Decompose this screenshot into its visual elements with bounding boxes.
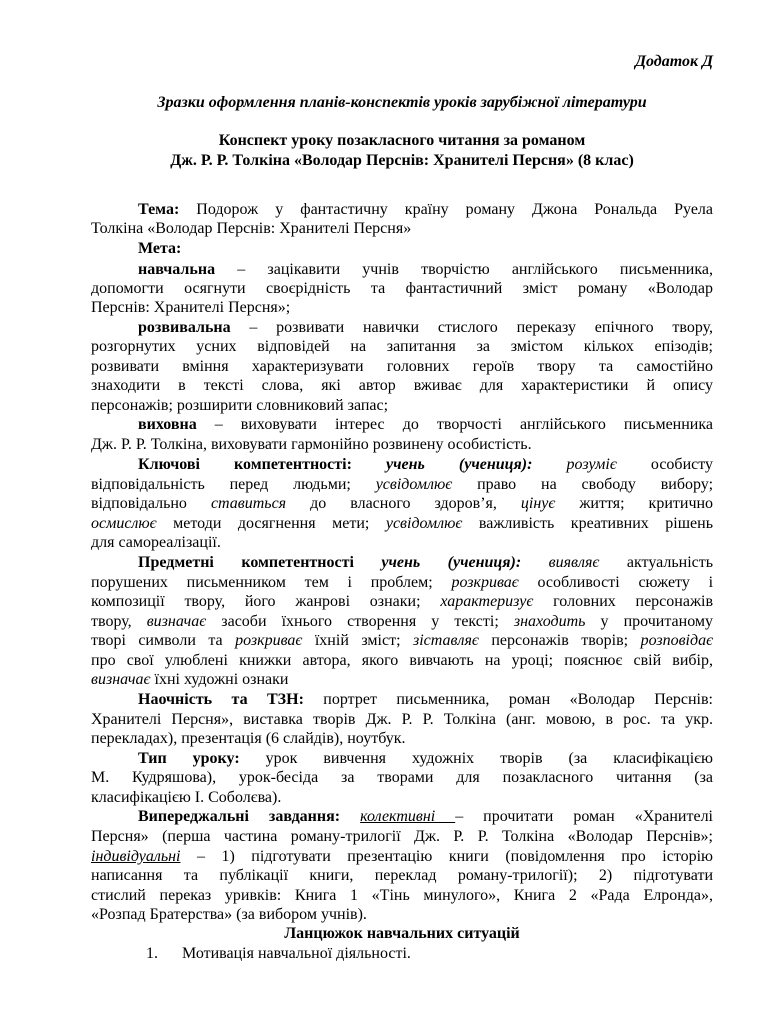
key-competences-line4: осмислює методи досягнення мети; усвідомлює важливість креативних рішень [91,515,714,532]
developmental-goal-line3: розвивати вміння характеризувати головних героїв твору та самостійно [91,358,713,375]
advance-tasks-line3: індивідуальні – 1) підготувати презентацію книги (повідомлення про історію [91,848,713,865]
subject-competences-line1: Предметні компетентності учень (учениця): виявляє актуальність [138,554,714,571]
topic-line1: Тема: Подорож у фантастичну країну роману Джона Рональда Руела [138,201,714,218]
visual-aids-line2: Хранителі Персня», виставка творів Дж. Р. Р. Толкіна (анг. мовою, в рос. та укр. [91,711,713,728]
advance-tasks-line2: Персня» (перша частина роману-трилогії Дж. Р. Р. Толкіна «Володар Перснів»; [91,828,713,845]
list-item-number: 1. [146,945,158,962]
developmental-goal-line5: персонажів; розширити словниковий запас; [91,397,389,414]
advance-tasks-line1: Випереджальні завдання: колективні – прочитати роман «Хранителі [138,808,713,825]
subject-competences-line3: композиції твору, його жанрові ознаки; характеризує головних персонажів [91,593,714,610]
subject-competences-line5: творі символи та розкриває їхній зміст; зіставляє персонажів творів; розповідає [91,632,714,649]
advance-tasks-line6: «Розпад Братерства» (за вибором учнів). [91,906,367,923]
list-item-text: Мотивація навчальної діяльності. [182,945,411,962]
key-competences-line2: відповідальність перед людьми; усвідомлює право на свободу вибору; [91,476,714,493]
subject-competences-line2: порушених письменником тем і проблем; розкриває особливості сюжету і [91,574,714,591]
lesson-type-line1: Тип уроку: урок вивчення художніх творів (за класифікацією [138,750,714,767]
lesson-heading-line2: Дж. Р. Р. Толкіна «Володар Перснів: Хранителі Персня» (8 клас) [170,152,634,169]
visual-aids-line1: Наочність та ТЗН: портрет письменника, роман «Володар Перснів: [138,691,713,708]
educational-goal-line1: навчальна – зацікавити учнів творчістю англійського письменника, [138,261,713,278]
lesson-heading-line1: Конспект уроку позакласного читання за романом [218,132,586,149]
list-item [146,944,706,964]
subject-competences-line4: твору, визначає засоби їхнього створення у тексті; знаходить у прочитаному [91,613,714,630]
key-competences-line3: відповідально ставиться до власного здоров’я, цінує життя; критично [91,495,714,512]
educational-goal-line2: допомогти осягнути своєрідність та фантастичний зміст роману «Володар [91,280,713,297]
lesson-type-line3: класифікацією І. Соболєва). [91,789,282,806]
upbringing-goal-line2: Дж. Р. Р. Толкіна, виховувати гармонійно розвинену особистість. [91,436,532,453]
advance-tasks-line5: стислий переказ уривків: Книга 1 «Тінь минулого», Книга 2 «Рада Елронда», [91,887,713,904]
developmental-goal-line2: розгорнутих усних відповідей на запитання за змістом кількох епізодів; [91,338,713,355]
subject-competences-line6: про свої улюблені книжки автора, якого вивчають на уроці; пояснює свій вибір, [91,652,713,669]
key-competences-line1: Ключові компетентності: учень (учениця): розуміє особисту [138,456,714,473]
developmental-goal-line1: розвивальна – розвивати навички стислого переказу епічного твору, [138,319,713,336]
goals-label: Мета: [138,240,182,257]
topic-line2: Толкіна «Володар Перснів: Хранителі Персня» [91,220,412,237]
advance-tasks-line4: написання та публікації книги, переклад роману-трилогії); 2) підготувати [91,867,713,884]
appendix-label: Додаток Д [635,53,713,70]
chain-heading: Ланцюжок навчальних ситуацій [284,925,520,942]
developmental-goal-line4: знаходити в тексті слова, які автор вживає для характеристики й опису [91,377,713,394]
visual-aids-line3: перекладах), презентація (6 слайдів), ноутбук. [91,730,406,747]
lesson-type-line2: М. Кудряшова), урок-бесіда за творами для позакласного читання (за [91,769,713,786]
educational-goal-line3: Перснів: Хранителі Персня»; [91,299,291,316]
upbringing-goal-line1: виховна – виховувати інтерес до творчості англійського письменника [138,416,713,433]
key-competences-line5: для самореалізації. [91,534,221,551]
subject-competences-line7: визначає їхні художні ознаки [91,671,289,688]
document-subtitle: Зразки оформлення планів-конспектів уроків зарубіжної літератури [157,94,647,111]
